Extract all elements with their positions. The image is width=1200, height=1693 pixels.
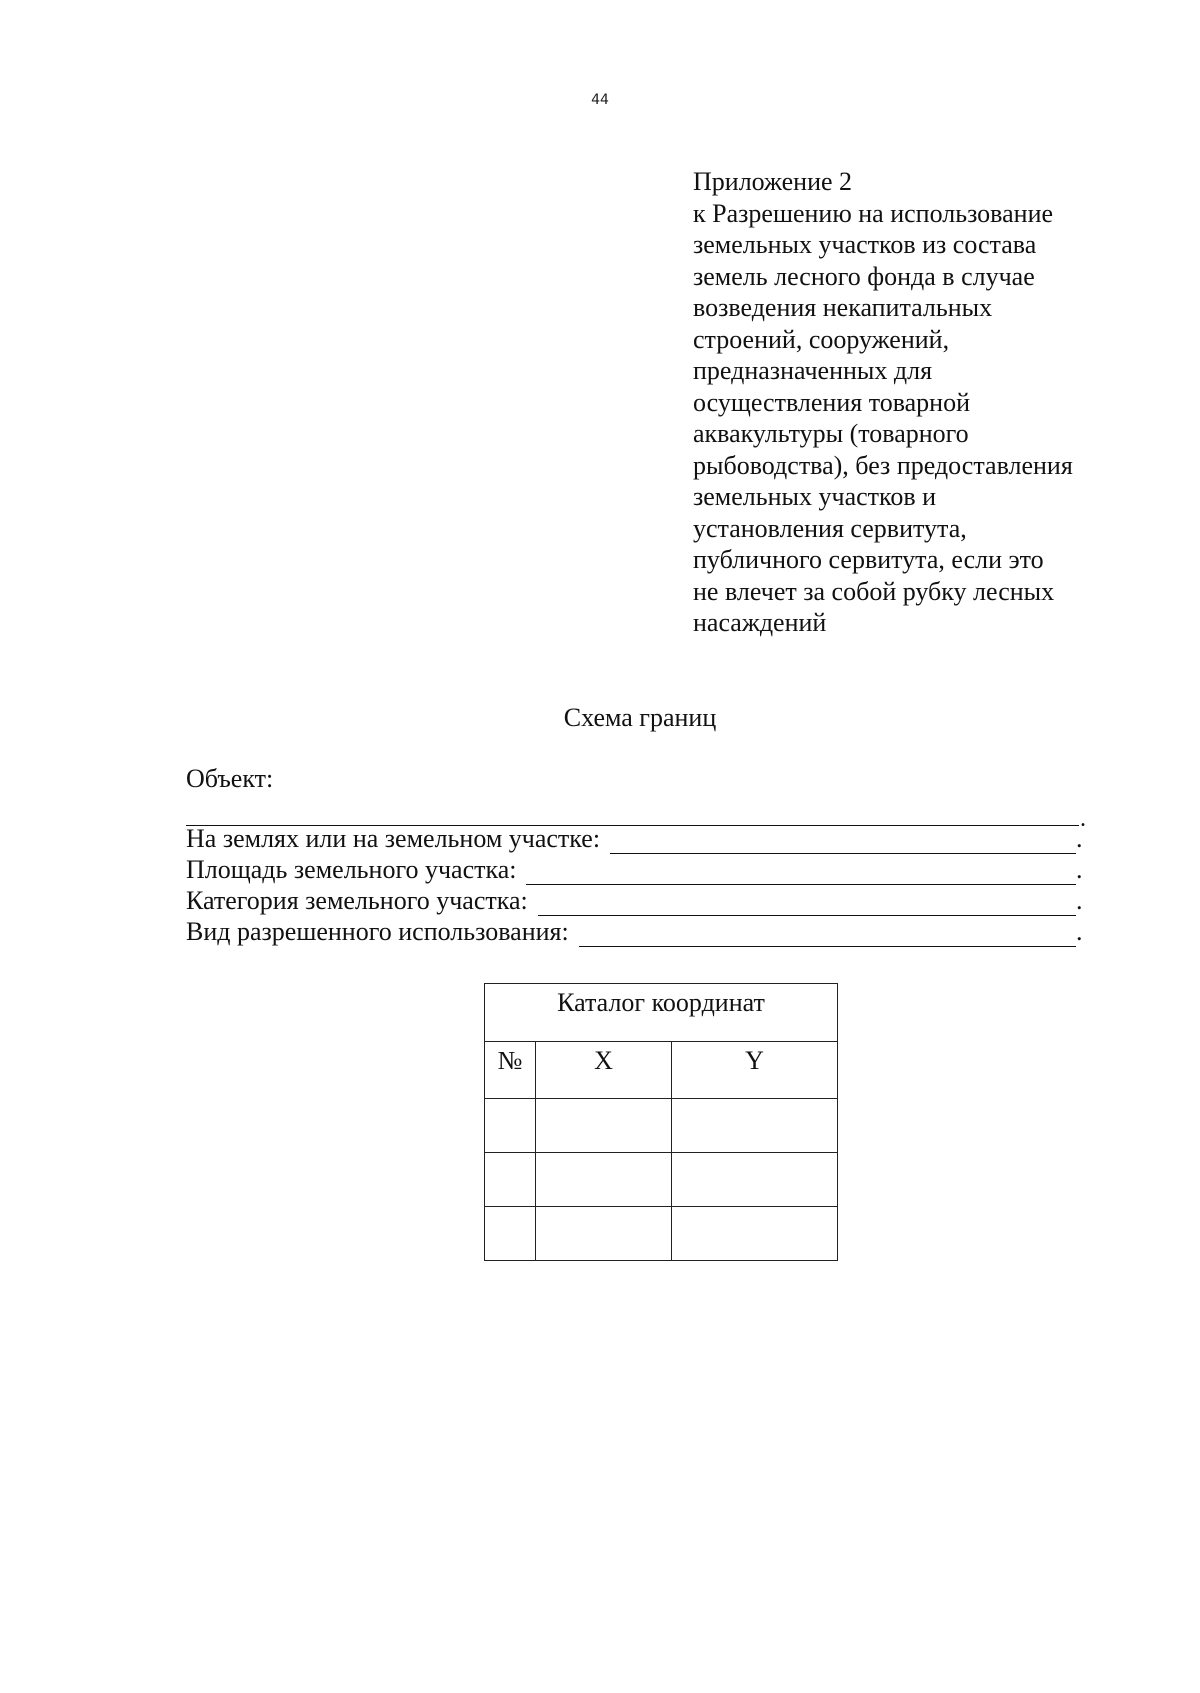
table-cell xyxy=(536,1207,672,1261)
annex-header xyxy=(693,166,1173,639)
field-permitted-use xyxy=(186,915,1086,947)
field-end: . xyxy=(1076,855,1083,884)
field-blank-line xyxy=(538,891,1076,916)
column-header-number: № xyxy=(485,1042,536,1099)
object-line-end: . xyxy=(1080,806,1086,832)
field-label: На землях или на земельном участке: xyxy=(186,824,601,853)
field-blank-line xyxy=(610,829,1076,854)
field-land-parcel xyxy=(186,822,1086,854)
annex-line: земель лесного фонда в случае xyxy=(693,261,1035,291)
table-cell xyxy=(485,1099,536,1153)
table-cell xyxy=(672,1207,838,1261)
table-caption: Каталог координат xyxy=(485,984,838,1042)
annex-line: строений, сооружений, xyxy=(693,324,950,354)
field-blank-line xyxy=(526,860,1076,885)
annex-line: осуществления товарной xyxy=(693,387,971,417)
field-end: . xyxy=(1076,824,1083,853)
field-label: Категория земельного участка: xyxy=(186,886,528,915)
field-label: Площадь земельного участка: xyxy=(186,855,517,884)
table-row xyxy=(485,1207,838,1261)
annex-line: не влечет за собой рубку лесных xyxy=(693,576,1055,606)
table-cell xyxy=(536,1153,672,1207)
column-header-y: Y xyxy=(672,1042,838,1099)
coordinates-table xyxy=(484,983,838,1261)
column-header-x: X xyxy=(536,1042,672,1099)
field-label: Вид разрешенного использования: xyxy=(186,917,569,946)
table-cell xyxy=(536,1099,672,1153)
table-cell xyxy=(672,1153,838,1207)
annex-line: насаждений xyxy=(693,608,827,637)
annex-line: аквакультуры (товарного xyxy=(693,419,969,448)
table-cell xyxy=(485,1153,536,1207)
annex-line: предназначенных для xyxy=(693,356,933,385)
table-cell xyxy=(485,1207,536,1261)
annex-line: установления сервитута, xyxy=(693,513,967,543)
field-category xyxy=(186,884,1086,916)
page-number: 44 xyxy=(591,92,609,108)
table-row xyxy=(485,1099,838,1153)
annex-line: земельных участков из состава xyxy=(693,230,1037,259)
table-row xyxy=(485,1153,838,1207)
field-blank-line xyxy=(579,922,1076,947)
annex-line: к Разрешению на использование xyxy=(693,198,1054,228)
field-area xyxy=(186,853,1086,885)
field-end: . xyxy=(1076,886,1083,915)
document-title: Схема границ xyxy=(563,703,717,732)
annex-line: земельных участков и xyxy=(693,482,937,511)
annex-line: рыбоводства), без предоставления xyxy=(693,450,1073,480)
annex-line: публичного сервитута, если это xyxy=(693,545,1044,574)
annex-line: возведения некапитальных xyxy=(693,293,993,322)
field-end: . xyxy=(1076,917,1083,946)
table-cell xyxy=(672,1099,838,1153)
object-label: Объект: xyxy=(186,764,274,793)
annex-line: Приложение 2 xyxy=(693,167,853,196)
